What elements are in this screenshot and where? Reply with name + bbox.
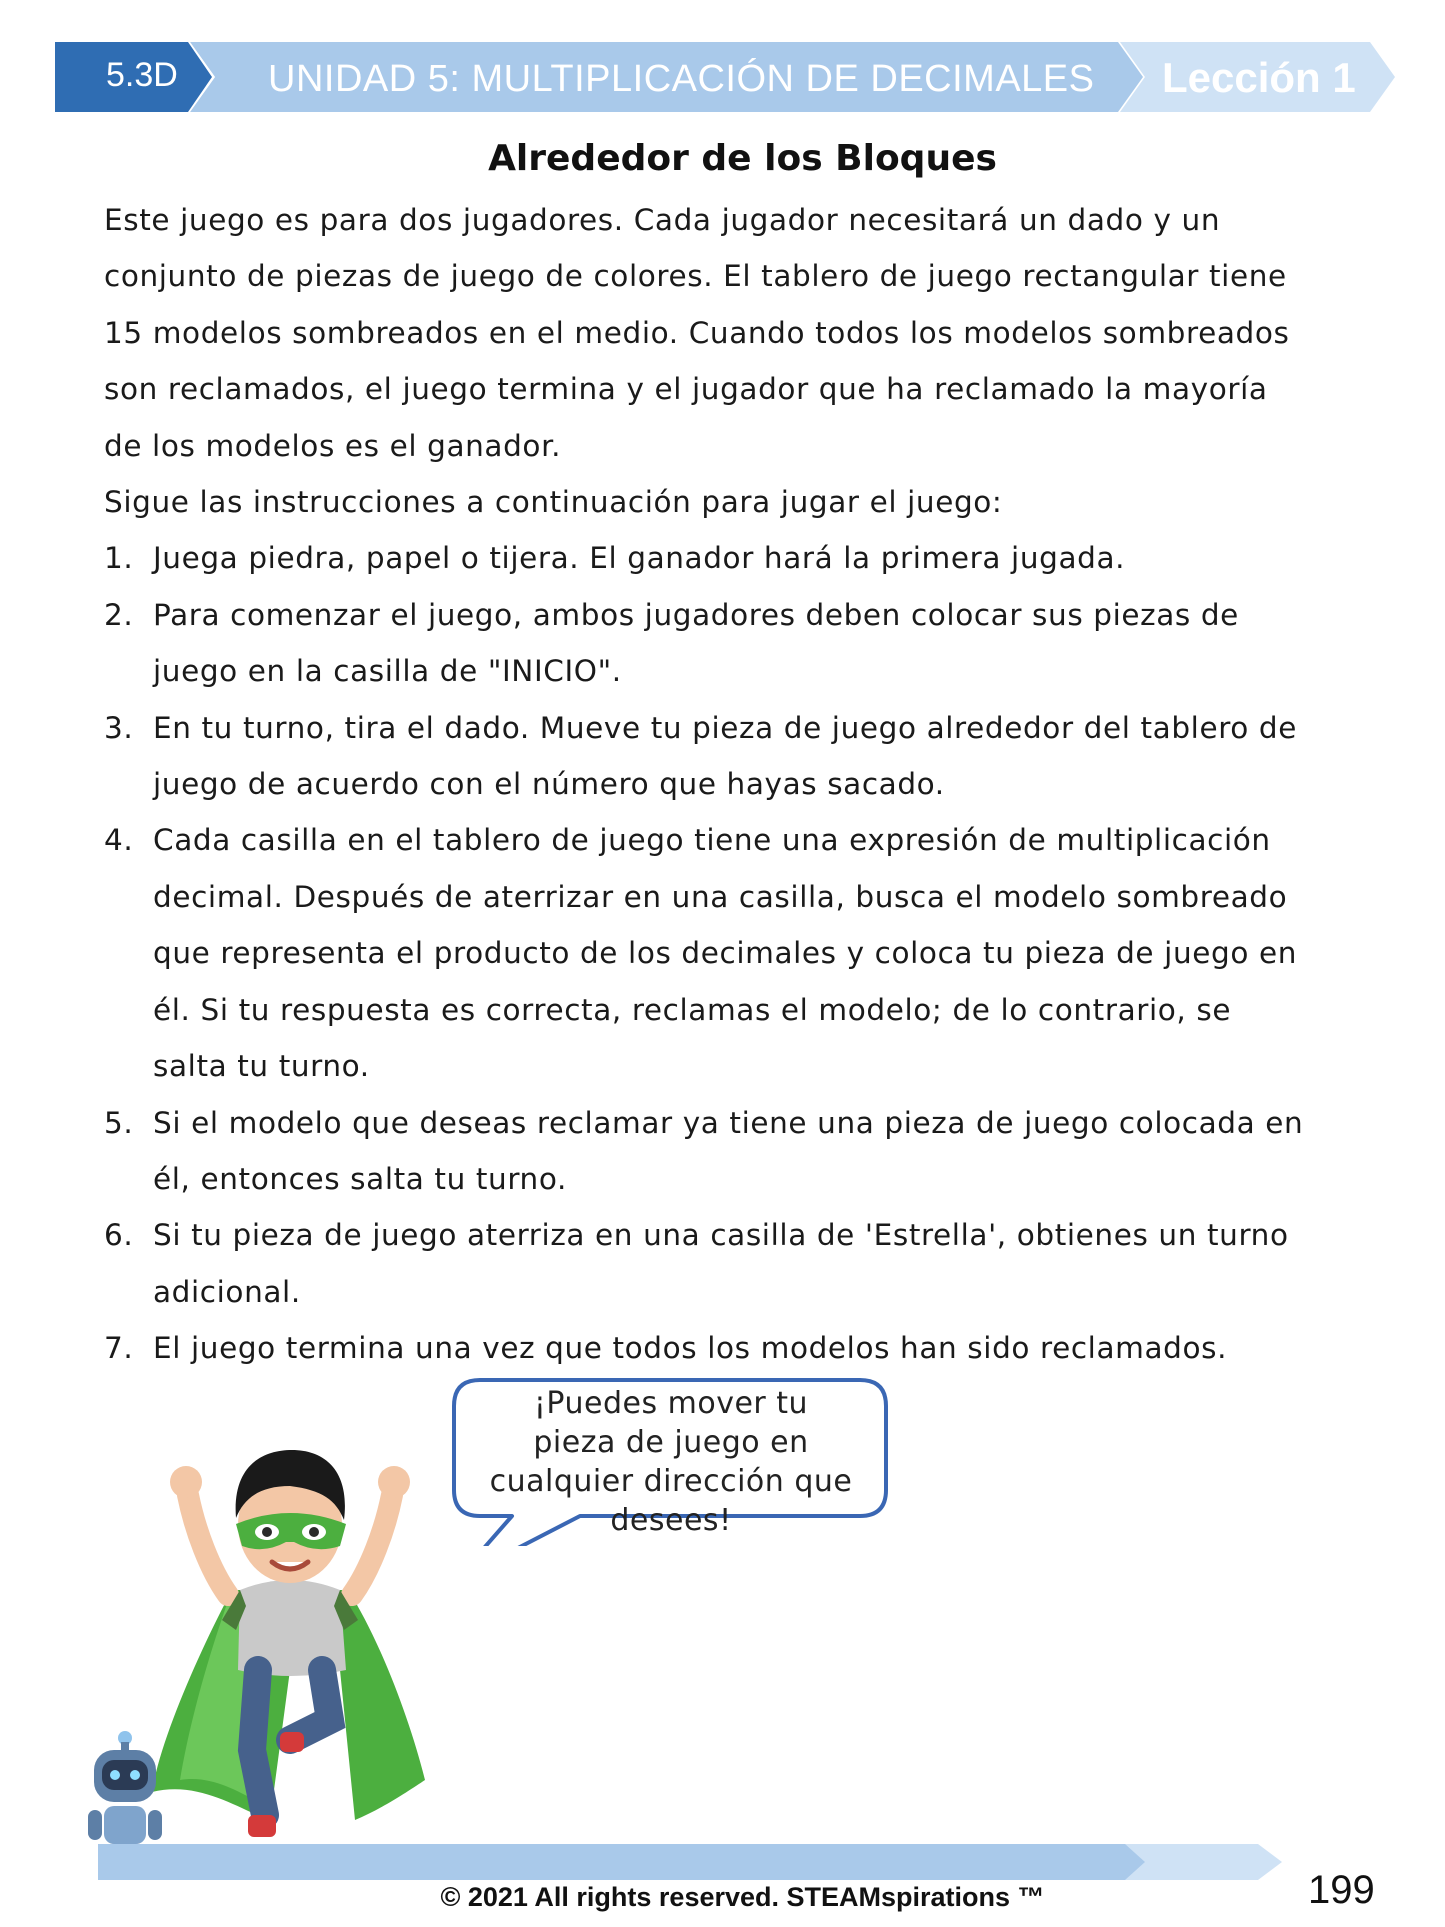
footer-bar — [0, 1836, 1445, 1882]
list-item — [104, 700, 1344, 813]
step-number: 7. — [104, 1331, 134, 1366]
main-content — [104, 192, 1344, 1377]
header-banner — [0, 0, 1445, 120]
step-number: 6. — [104, 1218, 134, 1253]
step-number: 2. — [104, 597, 134, 632]
intro-line: 15 modelos sombreados en el medio. Cuando todos los modelos sombreados — [104, 315, 1290, 350]
list-item — [104, 530, 1344, 586]
step-number: 5. — [104, 1105, 134, 1140]
unit-title: UNIDAD 5: MULTIPLICACIÓN DE DECIMALES — [268, 58, 1095, 100]
list-item — [104, 1320, 1344, 1376]
step-line: Para comenzar el juego, ambos jugadores deben colocar sus piezas de — [153, 597, 1239, 632]
intro-line: de los modelos es el ganador. — [104, 428, 562, 463]
step-line: Si tu pieza de juego aterriza en una casilla de 'Estrella', obtienes un turno — [153, 1218, 1289, 1253]
page-number: 199 — [1308, 1868, 1375, 1912]
unit-code: 5.3D — [106, 56, 178, 94]
list-item — [104, 812, 1344, 1094]
step-line: salta tu turno. — [153, 1049, 370, 1084]
page-title: Alrededor de los Bloques — [488, 138, 997, 179]
step-line: Cada casilla en el tablero de juego tiene una expresión de multiplicación — [153, 823, 1271, 858]
step-line: Si el modelo que deseas reclamar ya tiene una pieza de juego colocada en — [153, 1105, 1304, 1140]
step-number: 4. — [104, 823, 134, 858]
step-line: que representa el producto de los decimales y coloca tu pieza de juego en — [153, 936, 1297, 971]
instructions-lead: Sigue las instrucciones a continuación para jugar el juego: — [104, 485, 1003, 520]
intro-line: Este juego es para dos jugadores. Cada jugador necesitará un dado y un — [104, 203, 1221, 237]
step-line: Juega piedra, papel o tijera. El ganador hará la primera jugada. — [153, 541, 1126, 576]
step-line: él, entonces salta tu turno. — [153, 1161, 567, 1196]
step-line: En tu turno, tira el dado. Mueve tu pieza de juego alrededor del tablero de — [153, 710, 1297, 745]
bubble-line: desees! — [610, 1503, 732, 1538]
list-item — [104, 1207, 1344, 1320]
intro-paragraph — [104, 192, 1344, 474]
lesson-label: Lección 1 — [1162, 54, 1356, 101]
step-line: El juego termina una vez que todos los modelos han sido reclamados. — [153, 1331, 1228, 1366]
list-item — [104, 587, 1344, 700]
step-number: 1. — [104, 541, 134, 576]
step-number: 3. — [104, 710, 134, 745]
step-line: él. Si tu respuesta es correcta, reclamas el modelo; de lo contrario, se — [153, 992, 1232, 1027]
bubble-line: pieza de juego en — [533, 1425, 809, 1460]
bubble-line: cualquier dirección que — [489, 1464, 853, 1499]
copyright-notice: © 2021 All rights reserved. STEAMspirations ™ — [440, 1882, 1045, 1912]
intro-line: son reclamados, el juego termina y el jugador que ha reclamado la mayoría — [104, 372, 1268, 407]
speech-bubble-text — [466, 1384, 876, 1540]
step-line: decimal. Después de aterrizar en una casilla, busca el modelo sombreado — [153, 879, 1288, 914]
step-line: adicional. — [153, 1274, 301, 1309]
intro-line: conjunto de piezas de juego de colores. El tablero de juego rectangular tiene — [104, 259, 1287, 294]
step-line: juego de acuerdo con el número que hayas sacado. — [153, 767, 945, 802]
step-line: juego en la casilla de "INICIO". — [153, 654, 622, 689]
superhero-kid-illustration — [140, 1420, 440, 1860]
bubble-line: ¡Puedes mover tu — [533, 1386, 809, 1421]
list-item — [104, 1095, 1344, 1208]
instructions-list — [104, 530, 1344, 1376]
